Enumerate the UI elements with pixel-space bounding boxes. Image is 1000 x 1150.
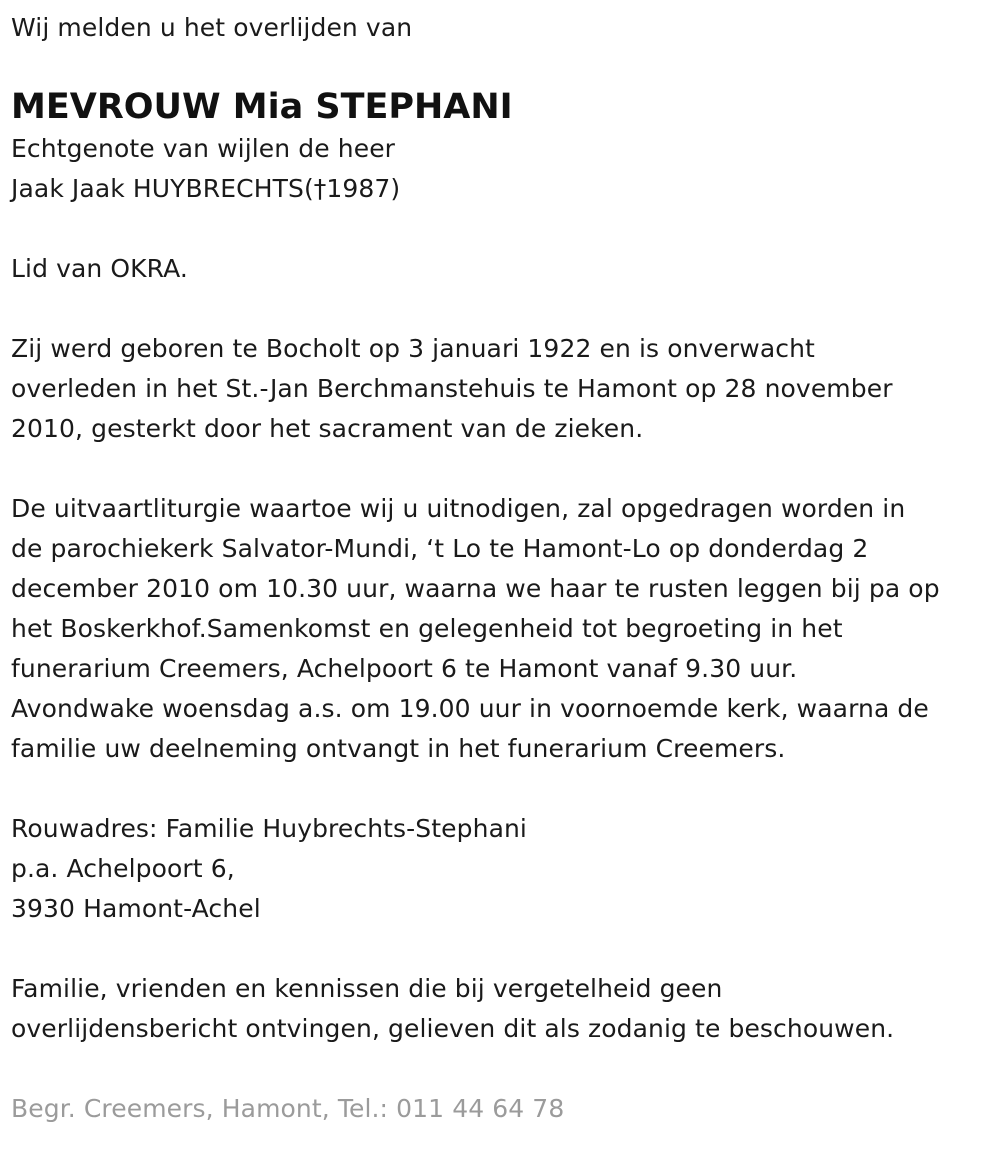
funeral-home-footer: Begr. Creemers, Hamont, Tel.: 011 44 64 78 (11, 1094, 565, 1123)
intro-text: Wij melden u het overlijden van (11, 13, 413, 42)
paragraph-line: Zij werd geboren te Bocholt op 3 januari 1922 en is onverwacht (11, 334, 815, 363)
paragraph-line: overleden in het St.-Jan Berchmanstehuis te Hamont op 28 november (11, 374, 893, 403)
paragraph-line: funerarium Creemers, Achelpoort 6 te Hamont vanaf 9.30 uur. (11, 654, 798, 683)
paragraph-line: 2010, gesterkt door het sacrament van de zieken. (11, 414, 644, 443)
paragraph-line: de parochiekerk Salvator-Mundi, ‘t Lo te Hamont-Lo op donderdag 2 (11, 534, 869, 563)
membership-text: Lid van OKRA. (11, 254, 188, 283)
deceased-name: MEVROUW Mia STEPHANI (11, 87, 513, 127)
closing-paragraph (11, 969, 1000, 1049)
address-line: Rouwadres: Familie Huybrechts-Stephani (11, 814, 527, 843)
spacer (11, 769, 1000, 809)
address-line: 3930 Hamont-Achel (11, 894, 261, 923)
paragraph-line: familie uw deelneming ontvangt in het funerarium Creemers. (11, 734, 786, 763)
address-line: p.a. Achelpoort 6, (11, 854, 235, 883)
spacer (11, 929, 1000, 969)
paragraph-line: overlijdensbericht ontvingen, gelieven dit als zodanig te beschouwen. (11, 1014, 895, 1043)
spacer (11, 289, 1000, 329)
funeral-paragraph (11, 489, 1000, 769)
spacer (11, 449, 1000, 489)
spacer (11, 209, 1000, 249)
birth-death-paragraph (11, 329, 1000, 449)
paragraph-line: Avondwake woensdag a.s. om 19.00 uur in voornoemde kerk, waarna de (11, 694, 929, 723)
paragraph-line: het Boskerkhof.Samenkomst en gelegenheid tot begroeting in het (11, 614, 843, 643)
paragraph-line: Familie, vrienden en kennissen die bij vergetelheid geen (11, 974, 723, 1003)
spouse-line: Echtgenote van wijlen de heer (11, 134, 396, 163)
spouse-line: Jaak Jaak HUYBRECHTS(†1987) (11, 174, 401, 203)
spacer (11, 1049, 1000, 1089)
address-block (11, 809, 1000, 929)
paragraph-line: De uitvaartliturgie waartoe wij u uitnodigen, zal opgedragen worden in (11, 494, 906, 523)
spouse-section (11, 129, 1000, 209)
paragraph-line: december 2010 om 10.30 uur, waarna we haar te rusten leggen bij pa op (11, 574, 940, 603)
